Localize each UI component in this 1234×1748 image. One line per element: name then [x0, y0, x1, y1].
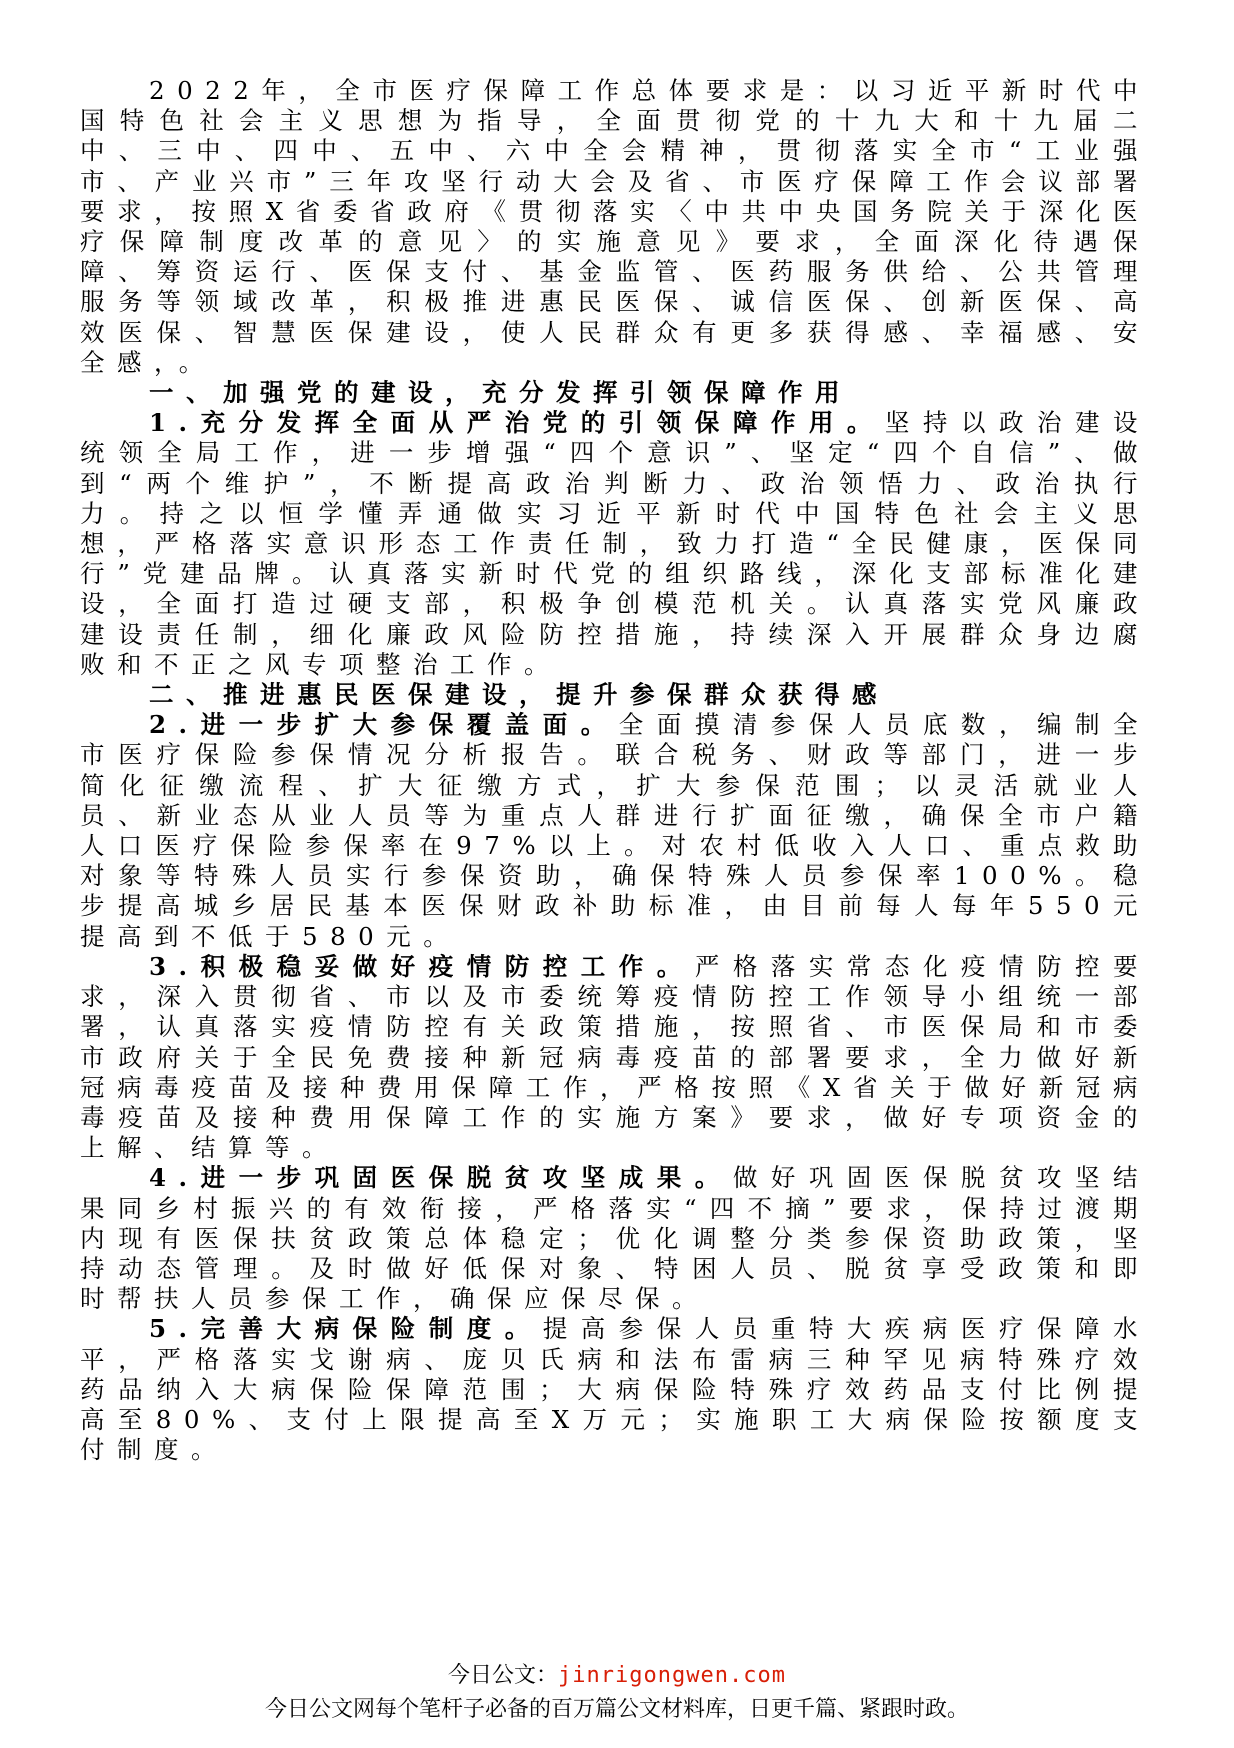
item-paragraph-1	[80, 408, 1150, 680]
footer-site-label: 今日公文：	[448, 1663, 559, 1688]
item-body-2: 全面摸清参保人员底数，编制全市医疗保险参保情况分析报告。联合税务、财政等部门，进一步简化征缴流程、扩大征缴方式，扩大参保范围；以灵活就业人员、新业态从业人员等为重点人群进行扩面征缴，确保全市户籍人口医疗保险参保率在97%以上。对农村低收入人口、重点救助对象等特殊人员实行参保资助，确保特殊人员参保率100%。稳步提高城乡居民基本医保财政补助标准，由目前每人每年550元提高到不低于580元。	[80, 710, 1150, 951]
footer-tagline: 今日公文网每个笔杆子必备的百万篇公文材料库，日更千篇、紧跟时政。	[264, 1697, 969, 1722]
item-lead-5: 5.完善大病保险制度。	[149, 1314, 543, 1344]
item-paragraph-2	[80, 710, 1150, 952]
item-paragraph-5	[80, 1314, 1150, 1465]
item-body-3: 严格落实常态化疫情防控要求，深入贯彻省、市以及市委统筹疫情防控工作领导小组统一部署，认真落实疫情防控有关政策措施，按照省、市医保局和市委市政府关于全民免费接种新冠病毒疫苗的部署要求，全力做好新冠病毒疫苗及接种费用保障工作，严格按照《X省关于做好新冠病毒疫苗及接种费用保障工作的实施方案》要求，做好专项资金的上解、结算等。	[80, 951, 1150, 1163]
footer-site-link[interactable]: jinrigongwen.com	[558, 1663, 786, 1688]
item-lead-3: 3.积极稳妥做好疫情防控工作。	[149, 951, 695, 981]
footer-site-line	[0, 1662, 1234, 1690]
document-body	[80, 76, 1150, 1465]
item-lead-4: 4.进一步巩固医保脱贫攻坚成果。	[149, 1163, 733, 1193]
item-paragraph-4	[80, 1163, 1150, 1314]
item-lead-2: 2.进一步扩大参保覆盖面。	[149, 710, 619, 740]
item-lead-1: 1.充分发挥全面从严治党的引领保障作用。	[149, 408, 885, 438]
intro-paragraph: 2022年，全市医疗保障工作总体要求是：以习近平新时代中国特色社会主义思想为指导，全面贯彻党的十九大和十九届二中、三中、四中、五中、六中全会精神，贯彻落实全市“工业强市、产业兴市”三年攻坚行动大会及省、市医疗保障工作会议部署要求，按照X省委省政府《贯彻落实〈中共中央国务院关于深化医疗保障制度改革的意见〉的实施意见》要求，全面深化待遇保障、筹资运行、医保支付、基金监管、医药服务供给、公共管理服务等领域改革，积极推进惠民医保、诚信医保、创新医保、高效医保、智慧医保建设，使人民群众有更多获得感、幸福感、安全感，。	[80, 76, 1150, 377]
item-body-5: 提高参保人员重特大疾病医疗保障水平，严格落实戈谢病、庞贝氏病和法布雷病三种罕见病特殊疗效药品纳入大病保险保障范围；大病保险特殊疗效药品支付比例提高至80%、支付上限提高至X万元；实施职工大病保险按额度支付制度。	[80, 1314, 1151, 1465]
item-body-1: 坚持以政治建设统领全局工作，进一步增强“四个意识”、坚定“四个自信”、做到“两个维护”，不断提高政治判断力、政治领悟力、政治执行力。持之以恒学懂弄通做实习近平新时代中国特色社会主义思想，严格落实意识形态工作责任制，致力打造“全民健康，医保同行”党建品牌。认真落实新时代党的组织路线，深化支部标准化建设，全面打造过硬支部，积极争创模范机关。认真落实党风廉政建设责任制，细化廉政风险防控措施，持续深入开展群众身边腐败和不正之风专项整治工作。	[80, 408, 1151, 679]
section-heading-1: 一、加强党的建设，充分发挥引领保障作用	[149, 378, 852, 408]
section-heading-2: 二、推进惠民医保建设，提升参保群众获得感	[149, 680, 889, 710]
item-paragraph-3	[80, 952, 1150, 1163]
item-body-4: 做好巩固医保脱贫攻坚结果同乡村振兴的有效衔接，严格落实“四不摘”要求，保持过渡期内现有医保扶贫政策总体稳定；优化调整分类参保资助政策，坚持动态管理。及时做好低保对象、特困人员、脱贫享受政策和即时帮扶人员参保工作，确保应保尽保。	[80, 1163, 1150, 1314]
